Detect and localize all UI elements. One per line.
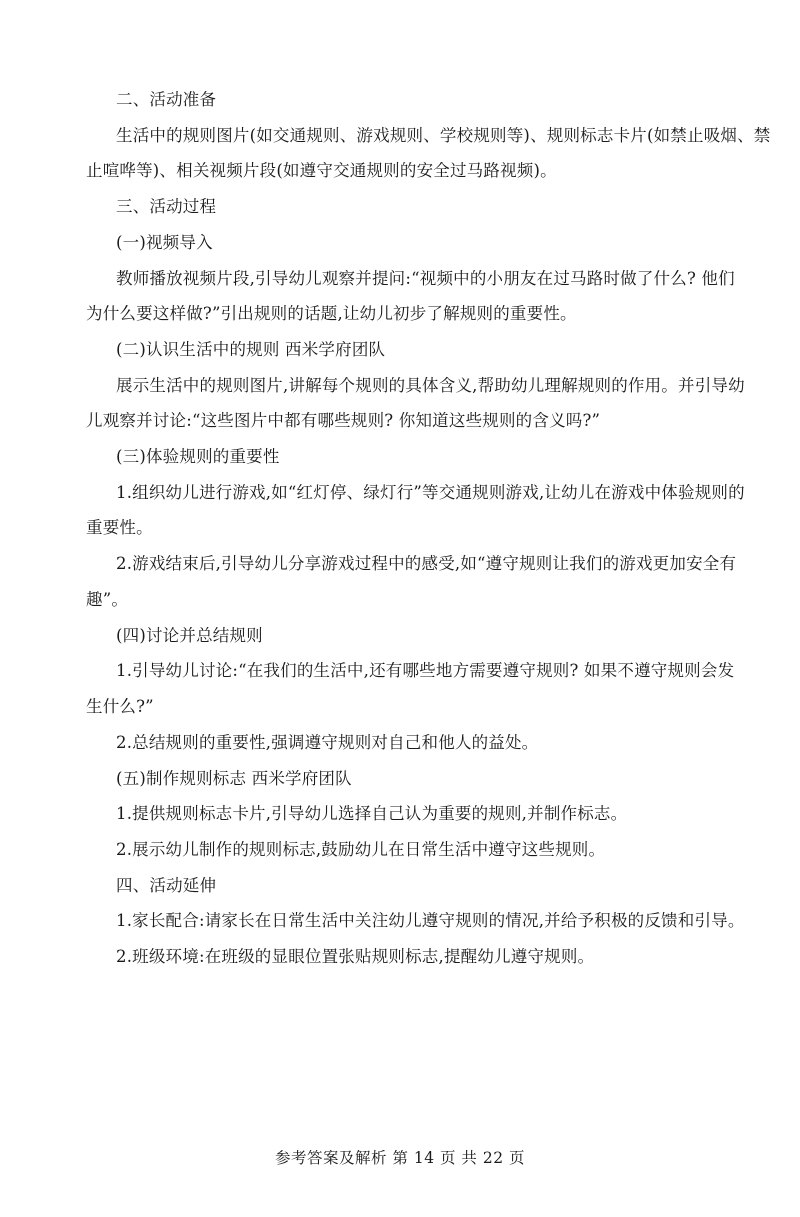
paragraph-line: 儿观察并讨论:“这些图片中都有哪些规则? 你知道这些规则的含义吗?” xyxy=(86,411,601,430)
list-item-line: 2.班级环境:在班级的显眼位置张贴规则标志,提醒幼儿遵守规则。 xyxy=(116,947,595,966)
list-item-line: 1.家长配合:请家长在日常生活中关注幼儿遵守规则的情况,并给予积极的反馈和引导。 xyxy=(116,911,745,930)
section-heading-process: 三、活动过程 xyxy=(116,197,217,216)
section-heading-preparation: 二、活动准备 xyxy=(116,90,217,109)
subsection-heading-signs: (五)制作规则标志 西米学府团队 xyxy=(116,769,352,788)
list-item-line: 2.游戏结束后,引导幼儿分享游戏过程中的感受,如“遵守规则让我们的游戏更加安全有 xyxy=(116,554,737,573)
subsection-heading-video: (一)视频导入 xyxy=(116,233,213,252)
paragraph-line: 止喧哗等)、相关视频片段(如遵守交通规则的安全过马路视频)。 xyxy=(86,161,557,180)
page-footer: 参考答案及解析 第 14 页 共 22 页 xyxy=(274,1149,525,1167)
paragraph-line: 展示生活中的规则图片,讲解每个规则的具体含义,帮助幼儿理解规则的作用。并引导幼 xyxy=(116,376,745,395)
list-item-line: 趣”。 xyxy=(86,590,129,609)
paragraph-line: 生活中的规则图片(如交通规则、游戏规则、学校规则等)、规则标志卡片(如禁止吸烟、禁 xyxy=(116,126,771,145)
list-item-line: 1.提供规则标志卡片,引导幼儿选择自己认为重要的规则,并制作标志。 xyxy=(116,804,628,823)
list-item-line: 2.总结规则的重要性,强调遵守规则对自己和他人的益处。 xyxy=(116,733,539,752)
subsection-heading-experience: (三)体验规则的重要性 xyxy=(116,447,280,466)
subsection-heading-rules: (二)认识生活中的规则 西米学府团队 xyxy=(116,340,386,359)
paragraph-line: 教师播放视频片段,引导幼儿观察并提问:“视频中的小朋友在过马路时做了什么? 他们 xyxy=(116,269,735,288)
list-item-line: 1.组织幼儿进行游戏,如“红灯停、绿灯行”等交通规则游戏,让幼儿在游戏中体验规则的 xyxy=(116,483,745,502)
list-item-line: 2.展示幼儿制作的规则标志,鼓励幼儿在日常生活中遵守这些规则。 xyxy=(116,840,606,859)
list-item-line: 生什么?” xyxy=(86,697,154,716)
subsection-heading-discuss: (四)讨论并总结规则 xyxy=(116,626,263,645)
paragraph-line: 为什么要这样做?”引出规则的话题,让幼儿初步了解规则的重要性。 xyxy=(86,304,577,323)
list-item-line: 重要性。 xyxy=(86,518,153,537)
section-heading-extension: 四、活动延伸 xyxy=(116,876,217,895)
list-item-line: 1.引导幼儿讨论:“在我们的生活中,还有哪些地方需要遵守规则? 如果不遵守规则会发 xyxy=(116,661,735,680)
